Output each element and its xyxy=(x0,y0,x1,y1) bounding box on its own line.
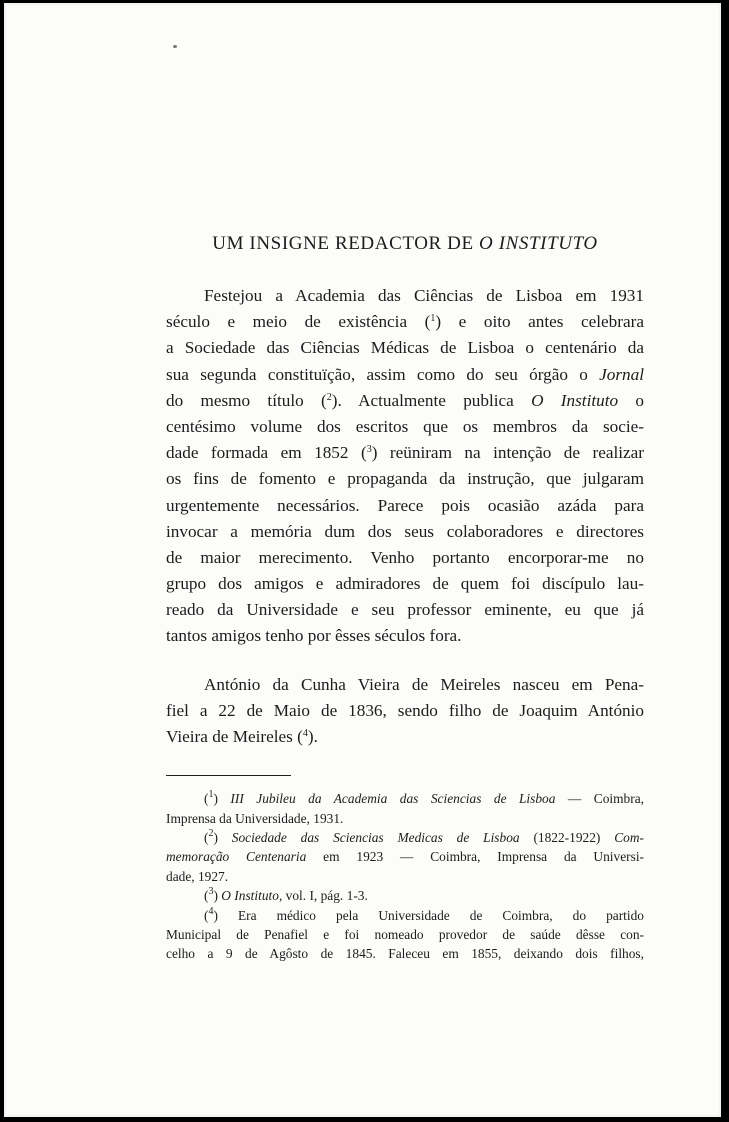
chapter-title xyxy=(166,233,644,255)
footnote-ref: 4 xyxy=(302,728,308,739)
text-line: António da Cunha Vieira de Meireles nasceu em Pena- xyxy=(204,674,644,694)
text-line: Festejou a Academia das Ciências de Lisboa em 1931 xyxy=(204,286,644,305)
text-line: tantos amigos tenho por êsses séculos fora. xyxy=(166,626,462,646)
text-line: Imprensa da Universidade, 1931. xyxy=(166,810,344,826)
ink-speck xyxy=(173,45,177,48)
text-line: celho a 9 de Agôsto de 1845. Faleceu em 1855, deixando dois filhos, xyxy=(166,946,644,962)
text-line: dade, 1927. xyxy=(166,868,229,884)
text-line: ($^4$) Era médico pela Universidade de Coimbra, do partido xyxy=(204,905,644,923)
footnote-1 xyxy=(166,789,644,828)
title-prefix: UM INSIGNE REDACTOR DE xyxy=(212,233,480,254)
text-line: do mesmo título ($^2$). Actualmente publica O Instituto o xyxy=(166,390,644,410)
text-line: dade formada em 1852 ($^3$) reüniram na intenção de realizar xyxy=(166,443,644,463)
footnote-ref: 2 xyxy=(326,391,332,403)
text-line: ($^2$) Sociedade das Sciencias Medicas de Lisboa (1822-1922) Com- xyxy=(204,827,644,845)
text-line: memoração Centenaria em 1923 — Coimbra, Imprensa da Universi- xyxy=(166,849,644,865)
text-line: de maior merecimento. Venho portanto encorporar-me no xyxy=(166,547,644,567)
text-line: a Sociedade das Ciências Médicas de Lisboa o centenário da xyxy=(166,338,644,358)
text-line: os fins de fomento e propaganda da instrução, que julgaram xyxy=(166,469,644,489)
text-line: ($^3$) O Instituto, vol. I, pág. 1-3. xyxy=(204,886,368,904)
page-content xyxy=(166,233,644,964)
text-line: grupo dos amigos e admiradores de quem foi discípulo lau- xyxy=(166,574,644,594)
book-page xyxy=(4,3,721,1117)
text-line: fiel a 22 de Maio de 1836, sendo filho de Joaquim António xyxy=(166,700,644,720)
text-line: século e meio de existência ($^1$) e oito antes celebrara xyxy=(166,312,644,332)
text-line: invocar a memória dum dos seus colaboradores e directores xyxy=(166,521,644,541)
footnote-3 xyxy=(166,886,644,905)
footnote-divider xyxy=(166,775,291,776)
title-journal-name: O INSTITUTO xyxy=(479,233,598,254)
paragraph-1 xyxy=(166,283,644,650)
text-line: sua segunda constituïção, assim como do seu órgão o Jornal xyxy=(166,364,644,384)
footnotes xyxy=(166,789,644,964)
paragraph-2 xyxy=(166,672,644,751)
text-line: Municipal de Penafiel e foi nomeado provedor de saúde dêsse con- xyxy=(166,926,644,942)
footnote-2 xyxy=(166,828,644,886)
text-line: ($^1$) III Jubileu da Academia das Sciencias de Lisboa — Coimbra, xyxy=(204,789,644,807)
text-line: centésimo volume dos escritos que os membros da socie- xyxy=(166,416,644,436)
footnote-ref: 1 xyxy=(430,313,436,325)
footnote-4 xyxy=(166,906,644,964)
text-line: Vieira de Meireles ($^4$). xyxy=(166,727,318,746)
text-line: reado da Universidade e seu professor eminente, eu que já xyxy=(166,600,644,620)
footnote-ref: 3 xyxy=(366,444,372,456)
text-line: urgentemente necessários. Parece pois ocasião azáda para xyxy=(166,495,644,515)
